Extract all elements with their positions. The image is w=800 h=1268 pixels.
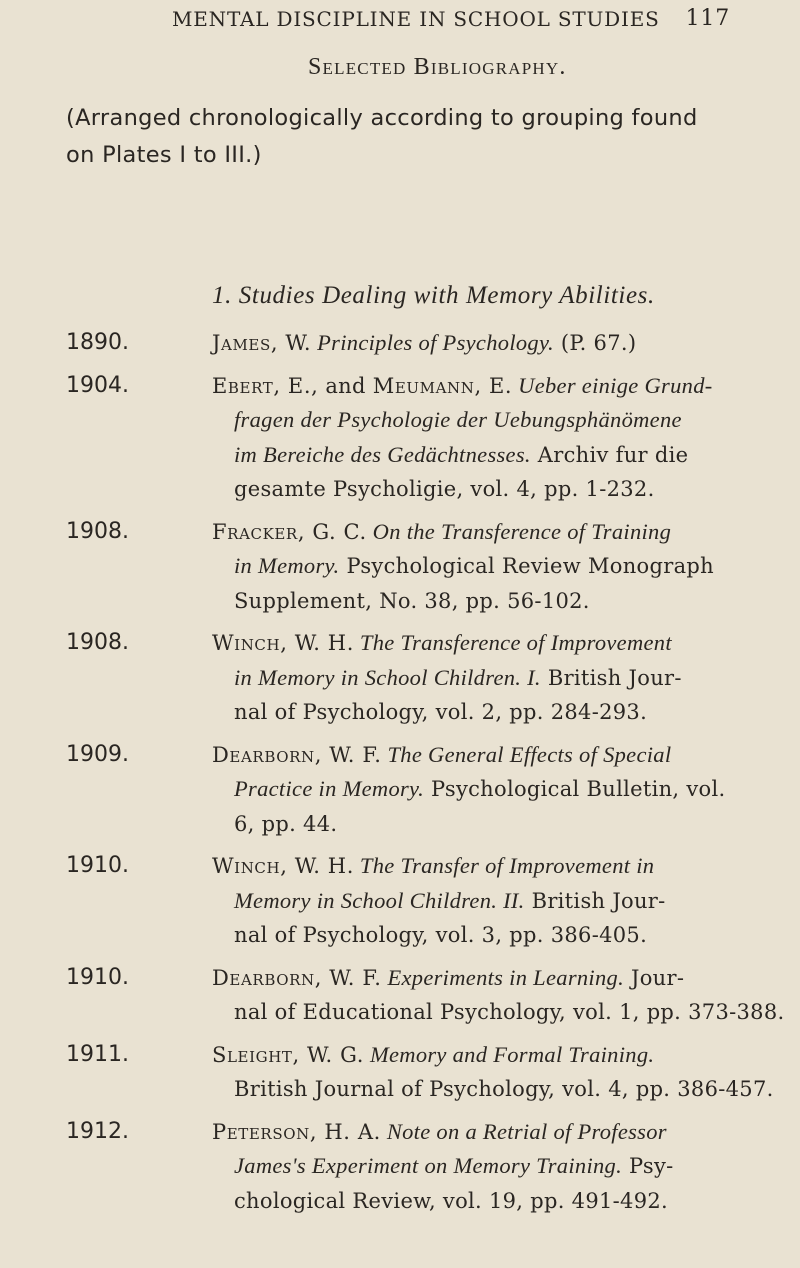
bibliography-entry [0, 1038, 800, 1107]
section-title: Selected Bibliography. [308, 54, 567, 80]
author-name: Dearborn, W. F. [212, 965, 382, 990]
work-title: James's Experiment on Memory Training. [234, 1153, 623, 1178]
entry-reference [212, 738, 784, 842]
citation-text: Psychological Bulletin, vol. [424, 777, 726, 801]
citation-text: gesamte Psycholigie, vol. 4, pp. 1-232. [234, 477, 655, 501]
citation-text: and [318, 373, 373, 398]
citation-text: Psychological Review Monograph [339, 554, 714, 578]
reference-line [212, 1038, 784, 1073]
entry-reference [212, 515, 784, 619]
reference-line [212, 403, 784, 438]
work-title: Ueber einige Grund- [512, 372, 713, 398]
citation-text: Psy- [622, 1154, 674, 1178]
bibliography-entry [0, 961, 800, 1030]
work-title: Practice in Memory. [234, 776, 425, 801]
reference-line [212, 849, 784, 884]
author-name: Winch, W. H. [212, 854, 354, 878]
bibliography-entry [0, 849, 800, 953]
work-title: The General Effects of Special [381, 741, 672, 767]
bibliography-entry [0, 1115, 800, 1219]
entry-year: 1908. [66, 518, 129, 544]
reference-line [212, 584, 784, 619]
work-title: in Memory in School Children. I. [234, 664, 541, 690]
citation-text: nal of Psychology, vol. 2, pp. 284-293. [234, 700, 648, 724]
author-name: Winch, W. H. [212, 631, 354, 655]
work-title: Principles of Psychology. [311, 330, 554, 355]
reference-line [212, 807, 784, 842]
entry-reference [212, 626, 784, 730]
entry-year: 1908. [66, 630, 129, 655]
subheading: 1. Studies Dealing with Memory Abilities. [212, 282, 655, 309]
citation-text: nal of Educational Psychology, vol. 1, pp. 373-388. [234, 1000, 785, 1024]
citation-text: 6, pp. 44. [234, 811, 338, 836]
work-title: Note on a Retrial of Professor [380, 1118, 667, 1144]
reference-line [212, 1115, 784, 1150]
reference-line [212, 1184, 784, 1219]
work-title: in Memory. [234, 553, 340, 578]
entry-year: 1890. [66, 330, 129, 355]
work-title: im Bereiche des Gedächtnesses. [234, 441, 531, 467]
author-name: Meumann, E. [372, 373, 513, 398]
entry-reference [212, 849, 784, 953]
reference-line [212, 995, 784, 1030]
citation-text: Supplement, No. 38, pp. 56-102. [234, 588, 590, 613]
reference-line [212, 772, 784, 807]
author-name: Dearborn, W. F. [212, 742, 382, 767]
reference-line [212, 369, 784, 404]
arrangement-note-line-2: on Plates I to III.) [66, 142, 262, 168]
reference-line [212, 472, 784, 507]
reference-line [212, 515, 784, 550]
running-head [172, 2, 730, 36]
author-name: Fracker, G. C. [212, 519, 367, 544]
citation-text: (P. 67.) [553, 331, 637, 355]
entry-year: 1909. [66, 741, 129, 767]
citation-text: chological Review, vol. 19, pp. 491-492. [234, 1188, 669, 1213]
work-title: Memory and Formal Training. [364, 1041, 655, 1067]
bibliography-entry [0, 369, 800, 507]
reference-line [212, 326, 784, 361]
citation-text: British Journal of Psychology, vol. 4, pp. 386-457. [234, 1077, 774, 1101]
citation-text: Jour- [624, 965, 685, 990]
entry-reference [212, 326, 784, 361]
entry-reference [212, 369, 784, 507]
reference-line [212, 661, 784, 696]
bibliography-entry [0, 515, 800, 619]
reference-line [212, 961, 784, 996]
work-title: Memory in School Children. II. [234, 887, 525, 913]
entry-year: 1910. [66, 964, 129, 990]
author-name: Sleight, W. G. [212, 1042, 365, 1067]
entry-year: 1911. [66, 1041, 129, 1067]
arrangement-note [66, 100, 786, 174]
reference-line [212, 918, 784, 953]
running-head-title: MENTAL DISCIPLINE IN SCHOOL STUDIES [172, 7, 660, 31]
citation-text: British Jour- [540, 665, 682, 690]
citation-text: British Jour- [524, 888, 666, 913]
reference-line [212, 884, 784, 919]
bibliography-list [0, 326, 800, 1226]
page-number: 117 [685, 6, 730, 31]
work-title: fragen der Psychologie der Uebungsphänömene [234, 407, 682, 432]
author-name: Peterson, H. A. [212, 1119, 381, 1144]
entry-year: 1910. [66, 853, 129, 878]
reference-line [212, 738, 784, 773]
reference-line [212, 438, 784, 473]
author-name: James, W. [212, 331, 312, 355]
work-title: The Transference of Improvement [354, 630, 672, 655]
author-name: Ebert, E., [212, 373, 319, 398]
work-title: On the Transference of Training [366, 518, 672, 544]
citation-text: nal of Psychology, vol. 3, pp. 386-405. [234, 923, 648, 947]
entry-reference [212, 1038, 784, 1107]
reference-line [212, 695, 784, 730]
work-title: Experiments in Learning. [381, 964, 625, 990]
bibliography-entry [0, 626, 800, 730]
reference-line [212, 1072, 784, 1107]
bibliography-entry [0, 326, 800, 361]
citation-text: Archiv fur die [530, 442, 689, 467]
reference-line [212, 1149, 784, 1184]
entry-reference [212, 961, 784, 1030]
work-title: The Transfer of Improvement in [354, 853, 655, 878]
entry-reference [212, 1115, 784, 1219]
reference-line [212, 549, 784, 584]
arrangement-note-line-1: (Arranged chronologically according to grouping found [66, 105, 698, 131]
entry-year: 1912. [66, 1118, 129, 1144]
bibliography-entry [0, 738, 800, 842]
reference-line [212, 626, 784, 661]
entry-year: 1904. [66, 372, 129, 398]
